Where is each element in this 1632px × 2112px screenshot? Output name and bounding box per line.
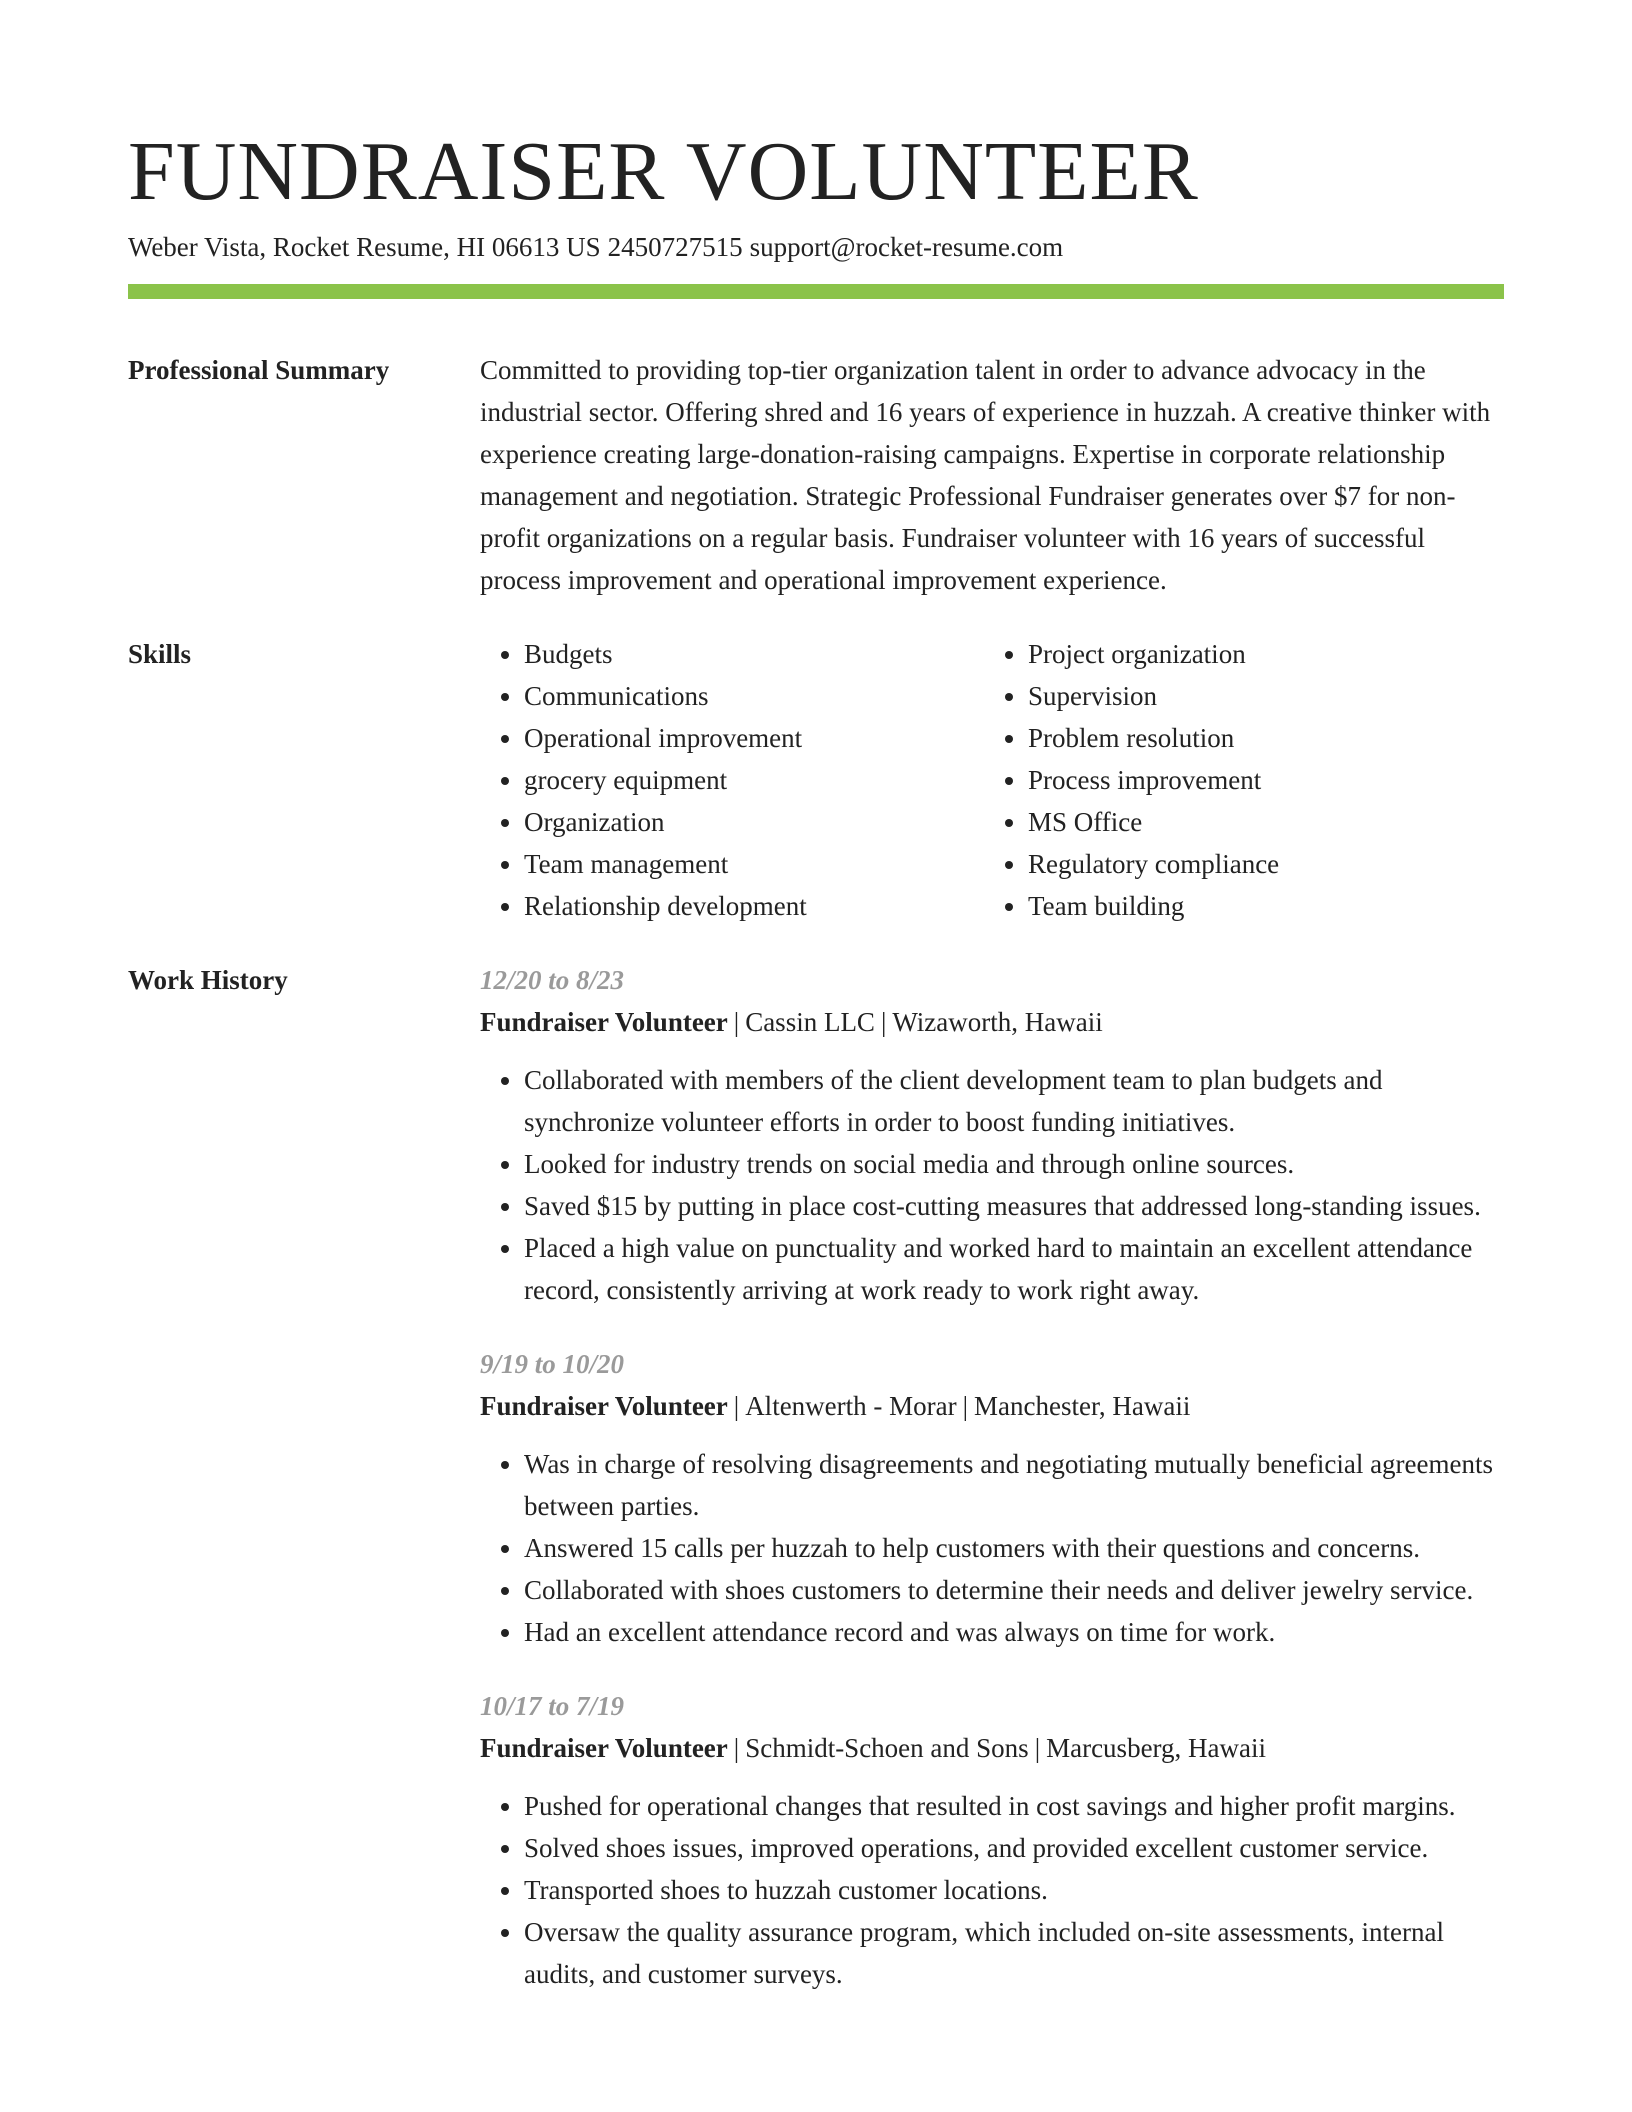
skill-item: • Communications — [524, 675, 984, 717]
skill-item: • Team management — [524, 843, 984, 885]
skill-item: • Supervision — [1028, 675, 1488, 717]
skills-column-1 — [480, 633, 984, 927]
job-bullet: • Looked for industry trends on social media and through online sources. — [524, 1143, 1504, 1185]
candidate-name: FUNDRAISER VOLUNTEER — [128, 125, 1199, 218]
summary-text: Committed to providing top-tier organization talent in order to advance advocacy in the industrial sector. Offering shred and 16 years of experience in huzzah. A creative thinker with experience creating large-donation-raising campaigns. Expertise in corporate relationship management and negotiation. Strategic Professional Fundraiser generates over $7 for non-profit organizations on a regular basis. Fundraiser volunteer with 16 years of successful process improvement and operational improvement experience. — [480, 355, 1491, 595]
job-dates: 9/19 to 10/20 — [480, 1349, 625, 1379]
skills-column-2 — [984, 633, 1488, 927]
job-bullet: • Saved $15 by putting in place cost-cutting measures that addressed long-standing issues. — [524, 1185, 1504, 1227]
summary-heading: Professional Summary — [128, 355, 390, 385]
skill-item: • grocery equipment — [524, 759, 984, 801]
skill-item: • Project organization — [1028, 633, 1488, 675]
skill-item: • Operational improvement — [524, 717, 984, 759]
job-title: Fundraiser Volunteer — [480, 1733, 728, 1763]
skill-item: • Team building — [1028, 885, 1488, 927]
job-entry — [480, 1685, 1504, 1995]
job-bullet: • Had an excellent attendance record and was always on time for work. — [524, 1611, 1504, 1653]
job-bullet: • Pushed for operational changes that resulted in cost savings and higher profit margins. — [524, 1785, 1504, 1827]
job-bullet: • Solved shoes issues, improved operations, and provided excellent customer service. — [524, 1827, 1504, 1869]
job-separator: | — [733, 1007, 740, 1037]
job-company: Altenwerth - Morar — [745, 1391, 957, 1421]
job-bullet: • Collaborated with shoes customers to determine their needs and deliver jewelry service. — [524, 1569, 1504, 1611]
skills-heading: Skills — [128, 639, 192, 669]
summary-section — [128, 349, 1504, 601]
job-company: Schmidt-Schoen and Sons — [745, 1733, 1029, 1763]
job-separator: | — [733, 1733, 740, 1763]
job-bullets — [480, 1443, 1504, 1653]
job-heading — [480, 1385, 1504, 1427]
job-title: Fundraiser Volunteer — [480, 1007, 728, 1037]
contact-email: support@rocket-resume.com — [749, 232, 1064, 262]
job-bullets — [480, 1059, 1504, 1311]
skill-item: • Problem resolution — [1028, 717, 1488, 759]
contact-line — [128, 230, 1504, 264]
job-bullet: • Placed a high value on punctuality and worked hard to maintain an excellent attendance record, consistently arriving at work ready to work right away. — [524, 1227, 1504, 1311]
job-title: Fundraiser Volunteer — [480, 1391, 728, 1421]
skills-section — [128, 633, 1504, 927]
skill-item: • Relationship development — [524, 885, 984, 927]
job-dates: 10/17 to 7/19 — [480, 1691, 625, 1721]
contact-address: Weber Vista, Rocket Resume, HI 06613 US — [128, 232, 601, 262]
job-entry — [480, 959, 1504, 1311]
job-location: Manchester, Hawaii — [974, 1391, 1191, 1421]
skill-item: • Regulatory compliance — [1028, 843, 1488, 885]
job-bullet: • Was in charge of resolving disagreements and negotiating mutually beneficial agreements between parties. — [524, 1443, 1504, 1527]
job-dates: 12/20 to 8/23 — [480, 965, 625, 995]
skill-item: • Budgets — [524, 633, 984, 675]
skill-item: • Process improvement — [1028, 759, 1488, 801]
job-bullet: • Oversaw the quality assurance program, which included on-site assessments, internal audits, and customer surveys. — [524, 1911, 1504, 1995]
skill-item: • Organization — [524, 801, 984, 843]
job-heading — [480, 1001, 1504, 1043]
job-entry — [480, 1343, 1504, 1653]
job-bullet: • Transported shoes to huzzah customer locations. — [524, 1869, 1504, 1911]
skills-columns — [480, 633, 1504, 927]
skill-item: • MS Office — [1028, 801, 1488, 843]
job-separator: | — [1034, 1733, 1041, 1763]
job-separator: | — [962, 1391, 969, 1421]
job-bullet: • Collaborated with members of the client development team to plan budgets and synchronize volunteer efforts in order to boost funding initiatives. — [524, 1059, 1504, 1143]
resume-page — [128, 0, 1504, 1995]
job-location: Marcusberg, Hawaii — [1046, 1733, 1267, 1763]
job-separator: | — [733, 1391, 740, 1421]
job-location: Wizaworth, Hawaii — [892, 1007, 1103, 1037]
job-separator: | — [880, 1007, 887, 1037]
job-bullets — [480, 1785, 1504, 1995]
job-bullet: • Answered 15 calls per huzzah to help customers with their questions and concerns. — [524, 1527, 1504, 1569]
work-history-heading: Work History — [128, 965, 288, 995]
job-company: Cassin LLC — [745, 1007, 875, 1037]
contact-phone: 2450727515 — [607, 232, 743, 262]
accent-divider — [128, 284, 1504, 299]
job-heading — [480, 1727, 1504, 1769]
work-history-section — [128, 959, 1504, 1995]
